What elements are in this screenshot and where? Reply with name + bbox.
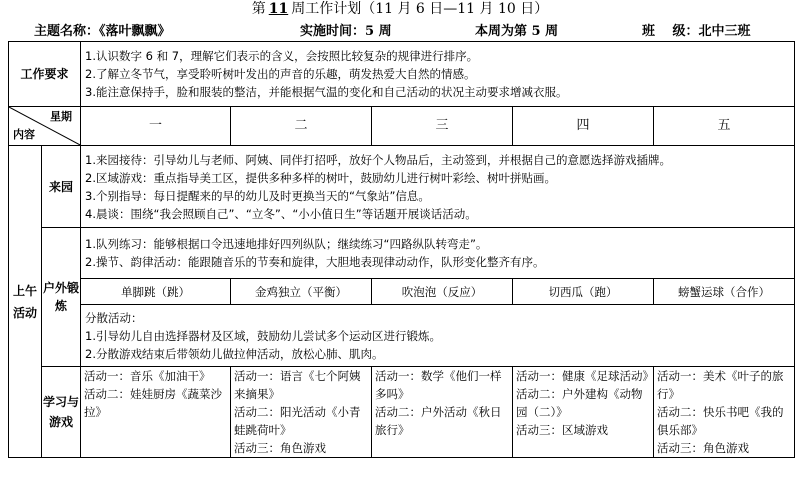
study-item: 活动三：角色游戏 xyxy=(234,441,327,455)
day-thursday: 四 xyxy=(513,107,654,146)
goal-line: 1.认识数字 6 和 7，理解它们表示的含义，会按照比较复杂的规律进行排序。 xyxy=(85,49,479,63)
free-activity-title: 分散活动： xyxy=(85,310,143,325)
study-friday xyxy=(654,367,795,458)
study-item: 活动二：娃娃厨房《蔬菜沙拉》 xyxy=(84,387,223,419)
study-item: 活动二：快乐书吧《我的俱乐部》 xyxy=(657,405,784,437)
outdoor-content xyxy=(81,228,795,279)
study-wednesday xyxy=(372,367,513,458)
study-monday xyxy=(81,367,231,458)
arrival-line: 2.区域游戏：重点指导美工区，提供多种多样的树叶，鼓励幼儿进行树叶彩绘、树叶拼贴画。 xyxy=(85,170,556,185)
study-item: 活动一：音乐《加油干》 xyxy=(84,369,211,383)
study-tuesday xyxy=(231,367,372,458)
free-activity-line: 2.分散游戏结束后带领幼儿做拉伸活动，放松心肺、肌肉。 xyxy=(85,346,384,361)
day-wednesday: 三 xyxy=(372,107,513,146)
diagonal-header-cell xyxy=(9,107,81,146)
duration: 实施时间：5 周 xyxy=(300,24,392,39)
week-number: 11 xyxy=(268,1,289,17)
study-item: 活动二：阳光活动《小青蛙跳荷叶》 xyxy=(234,405,361,437)
goal-line: 2.了解立冬节气，享受聆听树叶发出的声音的乐趣，萌发热爱大自然的情感。 xyxy=(85,67,476,81)
free-activity-line: 1.引导幼儿自由选择器材及区域，鼓励幼儿尝试多个运动区进行锻炼。 xyxy=(85,328,441,343)
study-row xyxy=(9,367,795,458)
title-suffix: 周工作计划（11 月 6 日—11 月 10 日） xyxy=(291,1,549,17)
study-item: 活动二：户外建构《动物园（二）》 xyxy=(516,387,643,419)
study-label: 学习与游戏 xyxy=(42,367,81,458)
title-prefix: 第 xyxy=(251,1,266,17)
outdoor-label: 户外锻炼 xyxy=(42,228,81,367)
class-name: 班 级：北中三班 xyxy=(642,24,751,39)
weekday-header-row xyxy=(9,107,795,146)
outdoor-activity: 切西瓜（跑） xyxy=(513,279,654,305)
goals-row xyxy=(9,42,795,107)
outdoor-activities-row xyxy=(9,279,795,305)
free-activity-content xyxy=(81,305,795,367)
outdoor-line: 2.操节、韵律活动：能跟随音乐的节奏和旋律，大胆地表现律动动作，队形变化整齐有序。 xyxy=(85,255,545,269)
outdoor-line: 1.队列练习：能够根据口令迅速地排好四列纵队；继续练习“四路纵队转弯走”。 xyxy=(85,237,488,251)
day-monday: 一 xyxy=(81,107,231,146)
current-week: 本周为第 5 周 xyxy=(475,24,559,39)
arrival-line: 3.个别指导：每日提醒来的早的幼儿及时更换当天的“气象站”信息。 xyxy=(85,188,430,203)
study-item: 活动三：区域游戏 xyxy=(516,423,609,437)
study-item: 活动一：数学《他们一样多吗》 xyxy=(375,369,502,401)
arrival-label: 来园 xyxy=(42,146,81,228)
study-item: 活动一：语言《七个阿姨来摘果》 xyxy=(234,369,361,401)
study-item: 活动二：户外活动《秋日旅行》 xyxy=(375,405,502,437)
arrival-content xyxy=(81,146,795,228)
outdoor-activity: 吹泡泡（反应） xyxy=(372,279,513,305)
morning-label: 上午活动 xyxy=(9,146,42,458)
study-item: 活动一：美术《叶子的旅行》 xyxy=(657,369,784,401)
day-friday: 五 xyxy=(654,107,795,146)
goals-label: 工作要求 xyxy=(9,42,81,107)
outdoor-activity: 金鸡独立（平衡） xyxy=(231,279,372,305)
plan-table xyxy=(8,41,795,458)
outdoor-intro-row xyxy=(9,228,795,279)
study-item: 活动一：健康《足球活动》 xyxy=(516,369,655,383)
outdoor-activity: 单脚跳（跳） xyxy=(81,279,231,305)
plan-title xyxy=(0,0,800,18)
study-thursday xyxy=(513,367,654,458)
theme-name: 主题名称：《落叶飘飘》 xyxy=(34,24,171,39)
free-activity-row xyxy=(9,305,795,367)
goals-content xyxy=(81,42,795,107)
arrival-row xyxy=(9,146,795,228)
study-item: 活动三：角色游戏 xyxy=(657,441,750,455)
day-tuesday: 二 xyxy=(231,107,372,146)
arrival-line: 1.来园接待：引导幼儿与老师、阿姨、同伴打招呼，放好个人物品后，主动签到，并根据自己的意愿选择游戏插牌。 xyxy=(85,152,671,167)
goal-line: 3.能注意保持手，脸和服装的整洁，并能根据气温的变化和自己活动的状况主动要求增减衣服。 xyxy=(85,85,568,99)
outdoor-activity: 螃蟹运球（合作） xyxy=(654,279,795,305)
weekday-label: 星期 xyxy=(50,110,73,123)
arrival-line: 4.晨谈：围绕“我会照顾自己”、“立冬”、“小小值日生”等话题开展谈话活动。 xyxy=(85,206,477,221)
content-label: 内容 xyxy=(13,128,35,141)
plan-info xyxy=(10,20,790,38)
